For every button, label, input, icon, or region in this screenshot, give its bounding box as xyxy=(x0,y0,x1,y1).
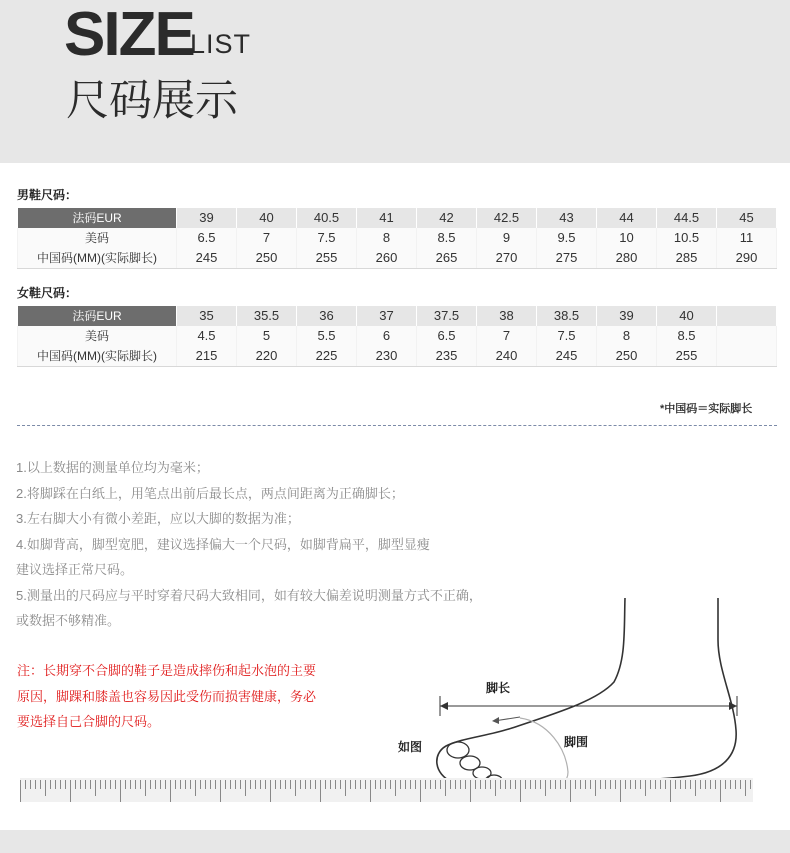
instruction-line: 1.以上数据的测量单位均为毫米； xyxy=(16,460,209,475)
size-row xyxy=(18,228,777,248)
foot-length-label: 脚长 xyxy=(486,681,511,695)
size-row-label: 法码EUR xyxy=(18,208,177,228)
size-cell: 38 xyxy=(477,306,537,326)
size-cell: 42.5 xyxy=(477,208,537,228)
warning-line: 要选择自己合脚的尺码。 xyxy=(17,714,161,729)
size-cell: 270 xyxy=(477,248,537,269)
size-cell: 260 xyxy=(357,248,417,269)
size-row-label: 法码EUR xyxy=(18,306,177,326)
size-cell: 245 xyxy=(177,248,237,269)
size-cell: 275 xyxy=(537,248,597,269)
size-cell: 36 xyxy=(297,306,357,326)
warning-line: 注：长期穿不合脚的鞋子是造成摔伤和起水泡的主要 xyxy=(17,663,317,678)
size-cell: 285 xyxy=(657,248,717,269)
size-cell xyxy=(717,306,777,326)
instruction-line: 3.左右脚大小有微小差距，应以大脚的数据为准； xyxy=(16,511,300,526)
size-row xyxy=(18,208,777,228)
size-cell xyxy=(717,346,777,367)
size-cell: 35 xyxy=(177,306,237,326)
size-cell: 40 xyxy=(237,208,297,228)
size-cell: 4.5 xyxy=(177,326,237,346)
women-size-table xyxy=(17,306,777,367)
size-row-label: 中国码(MM)(实际脚长) xyxy=(18,346,177,367)
size-cell: 37.5 xyxy=(417,306,477,326)
size-row-label: 美码 xyxy=(18,228,177,248)
size-display-title: 尺码展示 xyxy=(66,76,238,126)
instruction-line: 5.测量出的尺码应与平时穿着尺码大致相同，如有较大偏差说明测量方式不正确， xyxy=(16,588,482,603)
size-cell: 7 xyxy=(237,228,297,248)
size-cell: 8 xyxy=(357,228,417,248)
size-cell: 8.5 xyxy=(417,228,477,248)
size-cell: 250 xyxy=(597,346,657,367)
size-title: SIZE xyxy=(64,0,194,69)
size-cell: 44 xyxy=(597,208,657,228)
size-cell: 11 xyxy=(717,228,777,248)
size-cell: 9 xyxy=(477,228,537,248)
size-cell: 39 xyxy=(597,306,657,326)
size-cell: 290 xyxy=(717,248,777,269)
size-cell: 40 xyxy=(657,306,717,326)
size-cell: 7 xyxy=(477,326,537,346)
size-row xyxy=(18,306,777,326)
size-cell: 40.5 xyxy=(297,208,357,228)
size-cell: 240 xyxy=(477,346,537,367)
size-row-label: 中国码(MM)(实际脚长) xyxy=(18,248,177,269)
size-cell: 255 xyxy=(297,248,357,269)
size-cell: 8.5 xyxy=(657,326,717,346)
foot-outline xyxy=(437,598,736,788)
size-cell: 6.5 xyxy=(417,326,477,346)
size-row xyxy=(18,346,777,367)
size-cell: 9.5 xyxy=(537,228,597,248)
size-cell: 5.5 xyxy=(297,326,357,346)
size-cell: 6 xyxy=(357,326,417,346)
instruction-line: 或数据不够精准。 xyxy=(16,613,121,628)
ruler-icon xyxy=(20,778,753,802)
size-cell: 37 xyxy=(357,306,417,326)
size-cell: 43 xyxy=(537,208,597,228)
size-cell: 7.5 xyxy=(537,326,597,346)
size-cell: 280 xyxy=(597,248,657,269)
size-cell: 42 xyxy=(417,208,477,228)
size-cell: 215 xyxy=(177,346,237,367)
size-row-label: 美码 xyxy=(18,326,177,346)
size-cell: 10 xyxy=(597,228,657,248)
header-banner xyxy=(0,0,790,163)
as-shown-label: 如图 xyxy=(398,740,423,754)
size-cell: 235 xyxy=(417,346,477,367)
size-row xyxy=(18,326,777,346)
foot-girth-label: 脚围 xyxy=(564,735,589,749)
bottom-bar xyxy=(0,830,790,853)
instruction-line: 4.如脚背高，脚型宽肥，建议选择偏大一个尺码，如脚背扁平，脚型显瘦 xyxy=(16,537,430,552)
size-cell: 250 xyxy=(237,248,297,269)
china-size-note: *中国码＝实际脚长 xyxy=(660,403,753,415)
size-cell xyxy=(717,326,777,346)
size-cell: 7.5 xyxy=(297,228,357,248)
size-cell: 220 xyxy=(237,346,297,367)
instruction-line: 2.将脚踩在白纸上，用笔点出前后最长点，两点间距离为正确脚长； xyxy=(16,486,404,501)
instruction-line: 建议选择正常尺码。 xyxy=(16,562,134,577)
size-cell: 38.5 xyxy=(537,306,597,326)
size-cell: 245 xyxy=(537,346,597,367)
size-cell: 8 xyxy=(597,326,657,346)
size-cell: 41 xyxy=(357,208,417,228)
men-size-title: 男鞋尺码： xyxy=(17,188,78,202)
size-cell: 265 xyxy=(417,248,477,269)
warning-line: 原因，脚踝和膝盖也容易因此受伤而损害健康，务必 xyxy=(17,689,317,704)
size-cell: 44.5 xyxy=(657,208,717,228)
size-row xyxy=(18,248,777,269)
size-cell: 5 xyxy=(237,326,297,346)
size-cell: 45 xyxy=(717,208,777,228)
size-cell: 35.5 xyxy=(237,306,297,326)
size-cell: 6.5 xyxy=(177,228,237,248)
men-size-table xyxy=(17,208,777,269)
size-cell: 255 xyxy=(657,346,717,367)
list-subtitle: LIST xyxy=(190,29,252,59)
size-cell: 230 xyxy=(357,346,417,367)
size-cell: 10.5 xyxy=(657,228,717,248)
dashed-divider xyxy=(17,425,777,426)
size-cell: 225 xyxy=(297,346,357,367)
women-size-title: 女鞋尺码： xyxy=(17,286,78,300)
size-cell: 39 xyxy=(177,208,237,228)
